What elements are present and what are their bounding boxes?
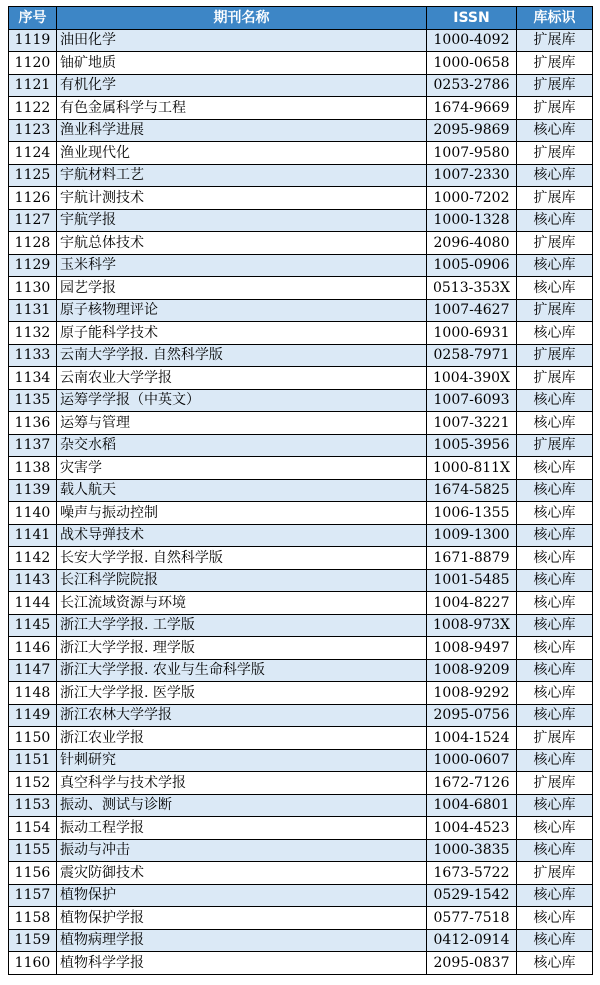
cell-journal-name: 长江科学院院报 — [57, 569, 427, 592]
table-row — [9, 862, 593, 885]
cell-journal-name: 植物科学学报 — [57, 952, 427, 975]
table-row — [9, 164, 593, 187]
cell-library-flag: 核心库 — [517, 659, 593, 682]
cell-serial-number: 1134 — [9, 367, 57, 390]
cell-serial-number: 1119 — [9, 29, 57, 52]
cell-serial-number: 1123 — [9, 119, 57, 142]
table-row — [9, 142, 593, 165]
table-row — [9, 412, 593, 435]
table-row — [9, 479, 593, 502]
cell-issn: 0577-7518 — [427, 907, 517, 930]
cell-journal-name: 云南大学学报. 自然科学版 — [57, 344, 427, 367]
cell-issn: 1004-1524 — [427, 727, 517, 750]
cell-issn: 1672-7126 — [427, 772, 517, 795]
table-row — [9, 434, 593, 457]
cell-issn: 1007-6093 — [427, 389, 517, 412]
cell-journal-name: 浙江大学学报. 农业与生命科学版 — [57, 659, 427, 682]
cell-journal-name: 宇航总体技术 — [57, 232, 427, 255]
cell-journal-name: 玉米科学 — [57, 254, 427, 277]
cell-library-flag: 核心库 — [517, 907, 593, 930]
cell-issn: 1008-973X — [427, 614, 517, 637]
cell-serial-number: 1154 — [9, 817, 57, 840]
cell-serial-number: 1147 — [9, 659, 57, 682]
table-row — [9, 254, 593, 277]
table-row — [9, 299, 593, 322]
cell-library-flag: 扩展库 — [517, 727, 593, 750]
cell-journal-name: 浙江大学学报. 医学版 — [57, 682, 427, 705]
cell-serial-number: 1129 — [9, 254, 57, 277]
cell-journal-name: 杂交水稻 — [57, 434, 427, 457]
cell-journal-name: 云南农业大学学报 — [57, 367, 427, 390]
table-row — [9, 322, 593, 345]
table-row — [9, 367, 593, 390]
cell-journal-name: 震灾防御技术 — [57, 862, 427, 885]
cell-journal-name: 针刺研究 — [57, 749, 427, 772]
header-library-flag: 库标识 — [517, 7, 593, 30]
cell-journal-name: 浙江农林大学学报 — [57, 704, 427, 727]
cell-library-flag: 核心库 — [517, 322, 593, 345]
cell-journal-name: 渔业现代化 — [57, 142, 427, 165]
cell-serial-number: 1125 — [9, 164, 57, 187]
cell-issn: 0253-2786 — [427, 74, 517, 97]
table-row — [9, 637, 593, 660]
cell-journal-name: 有色金属科学与工程 — [57, 97, 427, 120]
table-row — [9, 817, 593, 840]
cell-serial-number: 1130 — [9, 277, 57, 300]
cell-journal-name: 宇航计测技术 — [57, 187, 427, 210]
cell-journal-name: 长江流域资源与环境 — [57, 592, 427, 615]
cell-issn: 2095-9869 — [427, 119, 517, 142]
cell-library-flag: 核心库 — [517, 479, 593, 502]
cell-journal-name: 有机化学 — [57, 74, 427, 97]
cell-serial-number: 1157 — [9, 884, 57, 907]
cell-serial-number: 1160 — [9, 952, 57, 975]
cell-serial-number: 1146 — [9, 637, 57, 660]
table-row — [9, 952, 593, 975]
table-row — [9, 614, 593, 637]
cell-journal-name: 运筹与管理 — [57, 412, 427, 435]
header-journal-name: 期刊名称 — [57, 7, 427, 30]
cell-issn: 1004-8227 — [427, 592, 517, 615]
cell-library-flag: 核心库 — [517, 209, 593, 232]
cell-journal-name: 振动与冲击 — [57, 839, 427, 862]
cell-serial-number: 1150 — [9, 727, 57, 750]
cell-serial-number: 1151 — [9, 749, 57, 772]
cell-library-flag: 扩展库 — [517, 52, 593, 75]
cell-serial-number: 1148 — [9, 682, 57, 705]
cell-library-flag: 核心库 — [517, 794, 593, 817]
cell-serial-number: 1159 — [9, 929, 57, 952]
cell-journal-name: 振动、测试与诊断 — [57, 794, 427, 817]
cell-issn: 1673-5722 — [427, 862, 517, 885]
cell-serial-number: 1121 — [9, 74, 57, 97]
table-row — [9, 592, 593, 615]
table-row — [9, 389, 593, 412]
table-header — [9, 7, 593, 30]
cell-library-flag: 核心库 — [517, 952, 593, 975]
cell-issn: 2095-0837 — [427, 952, 517, 975]
cell-issn: 1000-6931 — [427, 322, 517, 345]
cell-library-flag: 核心库 — [517, 637, 593, 660]
cell-serial-number: 1143 — [9, 569, 57, 592]
cell-journal-name: 园艺学报 — [57, 277, 427, 300]
cell-issn: 1004-4523 — [427, 817, 517, 840]
cell-serial-number: 1153 — [9, 794, 57, 817]
cell-library-flag: 核心库 — [517, 547, 593, 570]
table-row — [9, 344, 593, 367]
table-row — [9, 907, 593, 930]
cell-serial-number: 1139 — [9, 479, 57, 502]
table-row — [9, 52, 593, 75]
table-row — [9, 929, 593, 952]
table-row — [9, 704, 593, 727]
table-row — [9, 794, 593, 817]
cell-issn: 1008-9292 — [427, 682, 517, 705]
table-row — [9, 187, 593, 210]
cell-library-flag: 扩展库 — [517, 344, 593, 367]
cell-issn: 1007-2330 — [427, 164, 517, 187]
cell-issn: 1007-4627 — [427, 299, 517, 322]
cell-issn: 1000-0607 — [427, 749, 517, 772]
cell-serial-number: 1124 — [9, 142, 57, 165]
cell-serial-number: 1156 — [9, 862, 57, 885]
cell-journal-name: 真空科学与技术学报 — [57, 772, 427, 795]
cell-issn: 1674-9669 — [427, 97, 517, 120]
cell-issn: 2095-0756 — [427, 704, 517, 727]
table-row — [9, 682, 593, 705]
cell-serial-number: 1135 — [9, 389, 57, 412]
cell-serial-number: 1138 — [9, 457, 57, 480]
cell-issn: 1008-9497 — [427, 637, 517, 660]
cell-issn: 1004-6801 — [427, 794, 517, 817]
cell-issn: 1004-390X — [427, 367, 517, 390]
cell-journal-name: 植物保护 — [57, 884, 427, 907]
cell-journal-name: 战术导弹技术 — [57, 524, 427, 547]
cell-issn: 1000-3835 — [427, 839, 517, 862]
table-row — [9, 659, 593, 682]
cell-issn: 1000-811X — [427, 457, 517, 480]
header-row — [9, 7, 593, 30]
cell-journal-name: 长安大学学报. 自然科学版 — [57, 547, 427, 570]
cell-serial-number: 1122 — [9, 97, 57, 120]
cell-library-flag: 核心库 — [517, 839, 593, 862]
cell-library-flag: 核心库 — [517, 277, 593, 300]
cell-serial-number: 1136 — [9, 412, 57, 435]
cell-library-flag: 核心库 — [517, 704, 593, 727]
cell-library-flag: 扩展库 — [517, 29, 593, 52]
cell-issn: 1006-1355 — [427, 502, 517, 525]
cell-serial-number: 1142 — [9, 547, 57, 570]
cell-issn: 1008-9209 — [427, 659, 517, 682]
cell-serial-number: 1126 — [9, 187, 57, 210]
cell-library-flag: 核心库 — [517, 502, 593, 525]
cell-library-flag: 扩展库 — [517, 97, 593, 120]
table-row — [9, 749, 593, 772]
cell-issn: 1005-0906 — [427, 254, 517, 277]
cell-issn: 1000-7202 — [427, 187, 517, 210]
cell-journal-name: 浙江大学学报. 工学版 — [57, 614, 427, 637]
cell-library-flag: 核心库 — [517, 884, 593, 907]
cell-library-flag: 扩展库 — [517, 74, 593, 97]
cell-journal-name: 原子能科学技术 — [57, 322, 427, 345]
table-row — [9, 502, 593, 525]
cell-journal-name: 运筹学学报（中英文） — [57, 389, 427, 412]
cell-issn: 1000-1328 — [427, 209, 517, 232]
cell-issn: 1005-3956 — [427, 434, 517, 457]
cell-issn: 1674-5825 — [427, 479, 517, 502]
cell-issn: 1007-3221 — [427, 412, 517, 435]
cell-serial-number: 1120 — [9, 52, 57, 75]
cell-serial-number: 1137 — [9, 434, 57, 457]
table-row — [9, 119, 593, 142]
cell-issn: 1009-1300 — [427, 524, 517, 547]
cell-journal-name: 宇航材料工艺 — [57, 164, 427, 187]
cell-serial-number: 1149 — [9, 704, 57, 727]
journal-table — [8, 6, 593, 975]
cell-issn: 2096-4080 — [427, 232, 517, 255]
cell-library-flag: 扩展库 — [517, 862, 593, 885]
cell-serial-number: 1127 — [9, 209, 57, 232]
table-row — [9, 209, 593, 232]
cell-library-flag: 核心库 — [517, 254, 593, 277]
table-row — [9, 457, 593, 480]
cell-journal-name: 宇航学报 — [57, 209, 427, 232]
table-row — [9, 97, 593, 120]
cell-journal-name: 油田化学 — [57, 29, 427, 52]
cell-journal-name: 植物保护学报 — [57, 907, 427, 930]
cell-library-flag: 核心库 — [517, 682, 593, 705]
header-issn: ISSN — [427, 7, 517, 30]
table-row — [9, 547, 593, 570]
cell-library-flag: 核心库 — [517, 164, 593, 187]
cell-library-flag: 核心库 — [517, 569, 593, 592]
journal-list-sheet — [8, 6, 593, 975]
cell-issn: 1000-4092 — [427, 29, 517, 52]
table-row — [9, 277, 593, 300]
table-row — [9, 727, 593, 750]
cell-library-flag: 扩展库 — [517, 367, 593, 390]
cell-journal-name: 铀矿地质 — [57, 52, 427, 75]
cell-issn: 0513-353X — [427, 277, 517, 300]
cell-library-flag: 核心库 — [517, 119, 593, 142]
table-row — [9, 839, 593, 862]
cell-issn: 1000-0658 — [427, 52, 517, 75]
cell-journal-name: 渔业科学进展 — [57, 119, 427, 142]
cell-library-flag: 核心库 — [517, 524, 593, 547]
cell-serial-number: 1144 — [9, 592, 57, 615]
cell-serial-number: 1155 — [9, 839, 57, 862]
cell-serial-number: 1152 — [9, 772, 57, 795]
cell-library-flag: 核心库 — [517, 749, 593, 772]
cell-journal-name: 振动工程学报 — [57, 817, 427, 840]
cell-library-flag: 扩展库 — [517, 187, 593, 210]
cell-library-flag: 核心库 — [517, 614, 593, 637]
table-row — [9, 569, 593, 592]
cell-library-flag: 核心库 — [517, 929, 593, 952]
table-row — [9, 524, 593, 547]
cell-issn: 0258-7971 — [427, 344, 517, 367]
table-row — [9, 232, 593, 255]
table-row — [9, 74, 593, 97]
cell-journal-name: 载人航天 — [57, 479, 427, 502]
cell-journal-name: 噪声与振动控制 — [57, 502, 427, 525]
cell-library-flag: 核心库 — [517, 592, 593, 615]
cell-library-flag: 扩展库 — [517, 232, 593, 255]
cell-journal-name: 灾害学 — [57, 457, 427, 480]
cell-journal-name: 浙江农业学报 — [57, 727, 427, 750]
table-row — [9, 29, 593, 52]
cell-serial-number: 1158 — [9, 907, 57, 930]
cell-issn: 1001-5485 — [427, 569, 517, 592]
cell-serial-number: 1133 — [9, 344, 57, 367]
cell-issn: 0529-1542 — [427, 884, 517, 907]
cell-serial-number: 1131 — [9, 299, 57, 322]
cell-library-flag: 核心库 — [517, 817, 593, 840]
cell-serial-number: 1141 — [9, 524, 57, 547]
cell-serial-number: 1128 — [9, 232, 57, 255]
cell-serial-number: 1145 — [9, 614, 57, 637]
cell-issn: 0412-0914 — [427, 929, 517, 952]
cell-library-flag: 扩展库 — [517, 772, 593, 795]
header-serial-number: 序号 — [9, 7, 57, 30]
cell-serial-number: 1132 — [9, 322, 57, 345]
cell-journal-name: 植物病理学报 — [57, 929, 427, 952]
table-body — [9, 29, 593, 974]
cell-library-flag: 扩展库 — [517, 142, 593, 165]
cell-journal-name: 原子核物理评论 — [57, 299, 427, 322]
cell-library-flag: 核心库 — [517, 389, 593, 412]
cell-issn: 1007-9580 — [427, 142, 517, 165]
table-row — [9, 772, 593, 795]
cell-library-flag: 扩展库 — [517, 299, 593, 322]
cell-library-flag: 扩展库 — [517, 434, 593, 457]
cell-issn: 1671-8879 — [427, 547, 517, 570]
table-row — [9, 884, 593, 907]
cell-serial-number: 1140 — [9, 502, 57, 525]
cell-journal-name: 浙江大学学报. 理学版 — [57, 637, 427, 660]
cell-library-flag: 核心库 — [517, 412, 593, 435]
cell-library-flag: 核心库 — [517, 457, 593, 480]
